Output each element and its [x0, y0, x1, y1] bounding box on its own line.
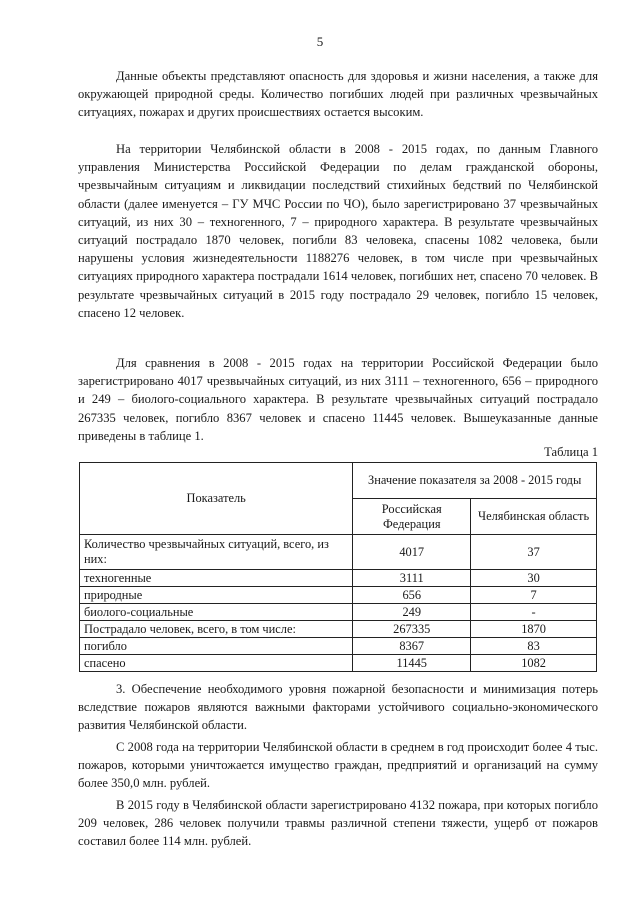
header-russian-federation: Российская Федерация [353, 499, 471, 535]
row-value-chel: 7 [471, 587, 597, 604]
row-label: погибло [80, 638, 353, 655]
row-value-chel: - [471, 604, 597, 621]
table-row [80, 535, 597, 570]
row-value-rf: 656 [353, 587, 471, 604]
row-value-rf: 11445 [353, 655, 471, 672]
row-value-chel: 83 [471, 638, 597, 655]
header-chelyabinsk-region: Челябинская область [471, 499, 597, 535]
table-row [80, 621, 597, 638]
row-value-rf: 249 [353, 604, 471, 621]
paragraph-5: С 2008 года на территории Челябинской области в среднем в год происходит более 4 тыс. пожаров, которыми уничтожается имущество граждан, предприятий и организаций на сумму более 350,0 млн. рублей. [78, 740, 598, 791]
paragraph-2: На территории Челябинской области в 2008 - 2015 годах, по данным Главного управления Министерства Российской Федерации по делам гражданской обороны, чрезвычайным ситуациям и ликвидации последствий стихийных бедствий по Челябинской области (далее именуется – ГУ МЧС России по ЧО), было зарегистрировано 37 чрезвычайных ситуаций, из них 30 – техногенного, 7 – природного характера. В результате чрезвычайных ситуаций пострадало 1870 человек, погибли 83 человека, спасены 1082 человека, были нарушены условия жизнедеятельности 1188276 человек, в том числе при чрезвычайных ситуациях природного характера пострадали 1614 человек, погибших нет, спасено 70 человек. В результате чрезвычайных ситуаций в 2015 году пострадало 29 человек, погибло 15 человек, спасено 12 человек. [78, 142, 598, 320]
paragraph-1: Данные объекты представляют опасность для здоровья и жизни населения, а также для окружающей природной среды. Количество погибших людей при различных чрезвычайных ситуациях, пожарах и других происшествиях остается высоким. [78, 69, 598, 120]
row-value-rf: 3111 [353, 570, 471, 587]
row-value-chel: 1082 [471, 655, 597, 672]
row-value-rf: 4017 [353, 535, 471, 570]
table-row [80, 570, 597, 587]
table-row [80, 638, 597, 655]
paragraph-6: В 2015 году в Челябинской области зарегистрировано 4132 пожара, при которых погибло 209 человек, 286 человек получили травмы различной степени тяжести, ущерб от пожаров составил более 114 млн. рублей. [78, 798, 598, 849]
row-value-rf: 267335 [353, 621, 471, 638]
row-label: природные [80, 587, 353, 604]
paragraph-4: 3. Обеспечение необходимого уровня пожарной безопасности и минимизация потерь вследствие пожаров являются важными факторами устойчивого социально-экономического развития Челябинской области. [78, 682, 598, 733]
row-label: спасено [80, 655, 353, 672]
statistics-table [79, 462, 597, 672]
header-indicator: Показатель [80, 463, 353, 535]
row-label: техногенные [80, 570, 353, 587]
table-header-row [80, 463, 597, 499]
row-value-chel: 30 [471, 570, 597, 587]
row-label: Пострадало человек, всего, в том числе: [80, 621, 353, 638]
paragraph-3: Для сравнения в 2008 - 2015 годах на территории Российской Федерации было зарегистрировано 4017 чрезвычайных ситуаций, из них 3111 – техногенного, 656 – природного и 249 – биолого-социального характера. В результате чрезвычайных ситуаций пострадало 267335 человек, погибло 8367 человек и спасено 11445 человек. Вышеуказанные данные приведены в таблице 1. [78, 356, 598, 443]
table-row [80, 655, 597, 672]
row-label: биолого-социальные [80, 604, 353, 621]
table-row [80, 587, 597, 604]
row-value-rf: 8367 [353, 638, 471, 655]
row-value-chel: 1870 [471, 621, 597, 638]
row-value-chel: 37 [471, 535, 597, 570]
table-row [80, 604, 597, 621]
row-label: Количество чрезвычайных ситуаций, всего, из них: [80, 535, 353, 570]
table-caption: Таблица 1 [544, 445, 598, 459]
page-number: 5 [316, 34, 324, 49]
header-value-period: Значение показателя за 2008 - 2015 годы [353, 463, 597, 499]
